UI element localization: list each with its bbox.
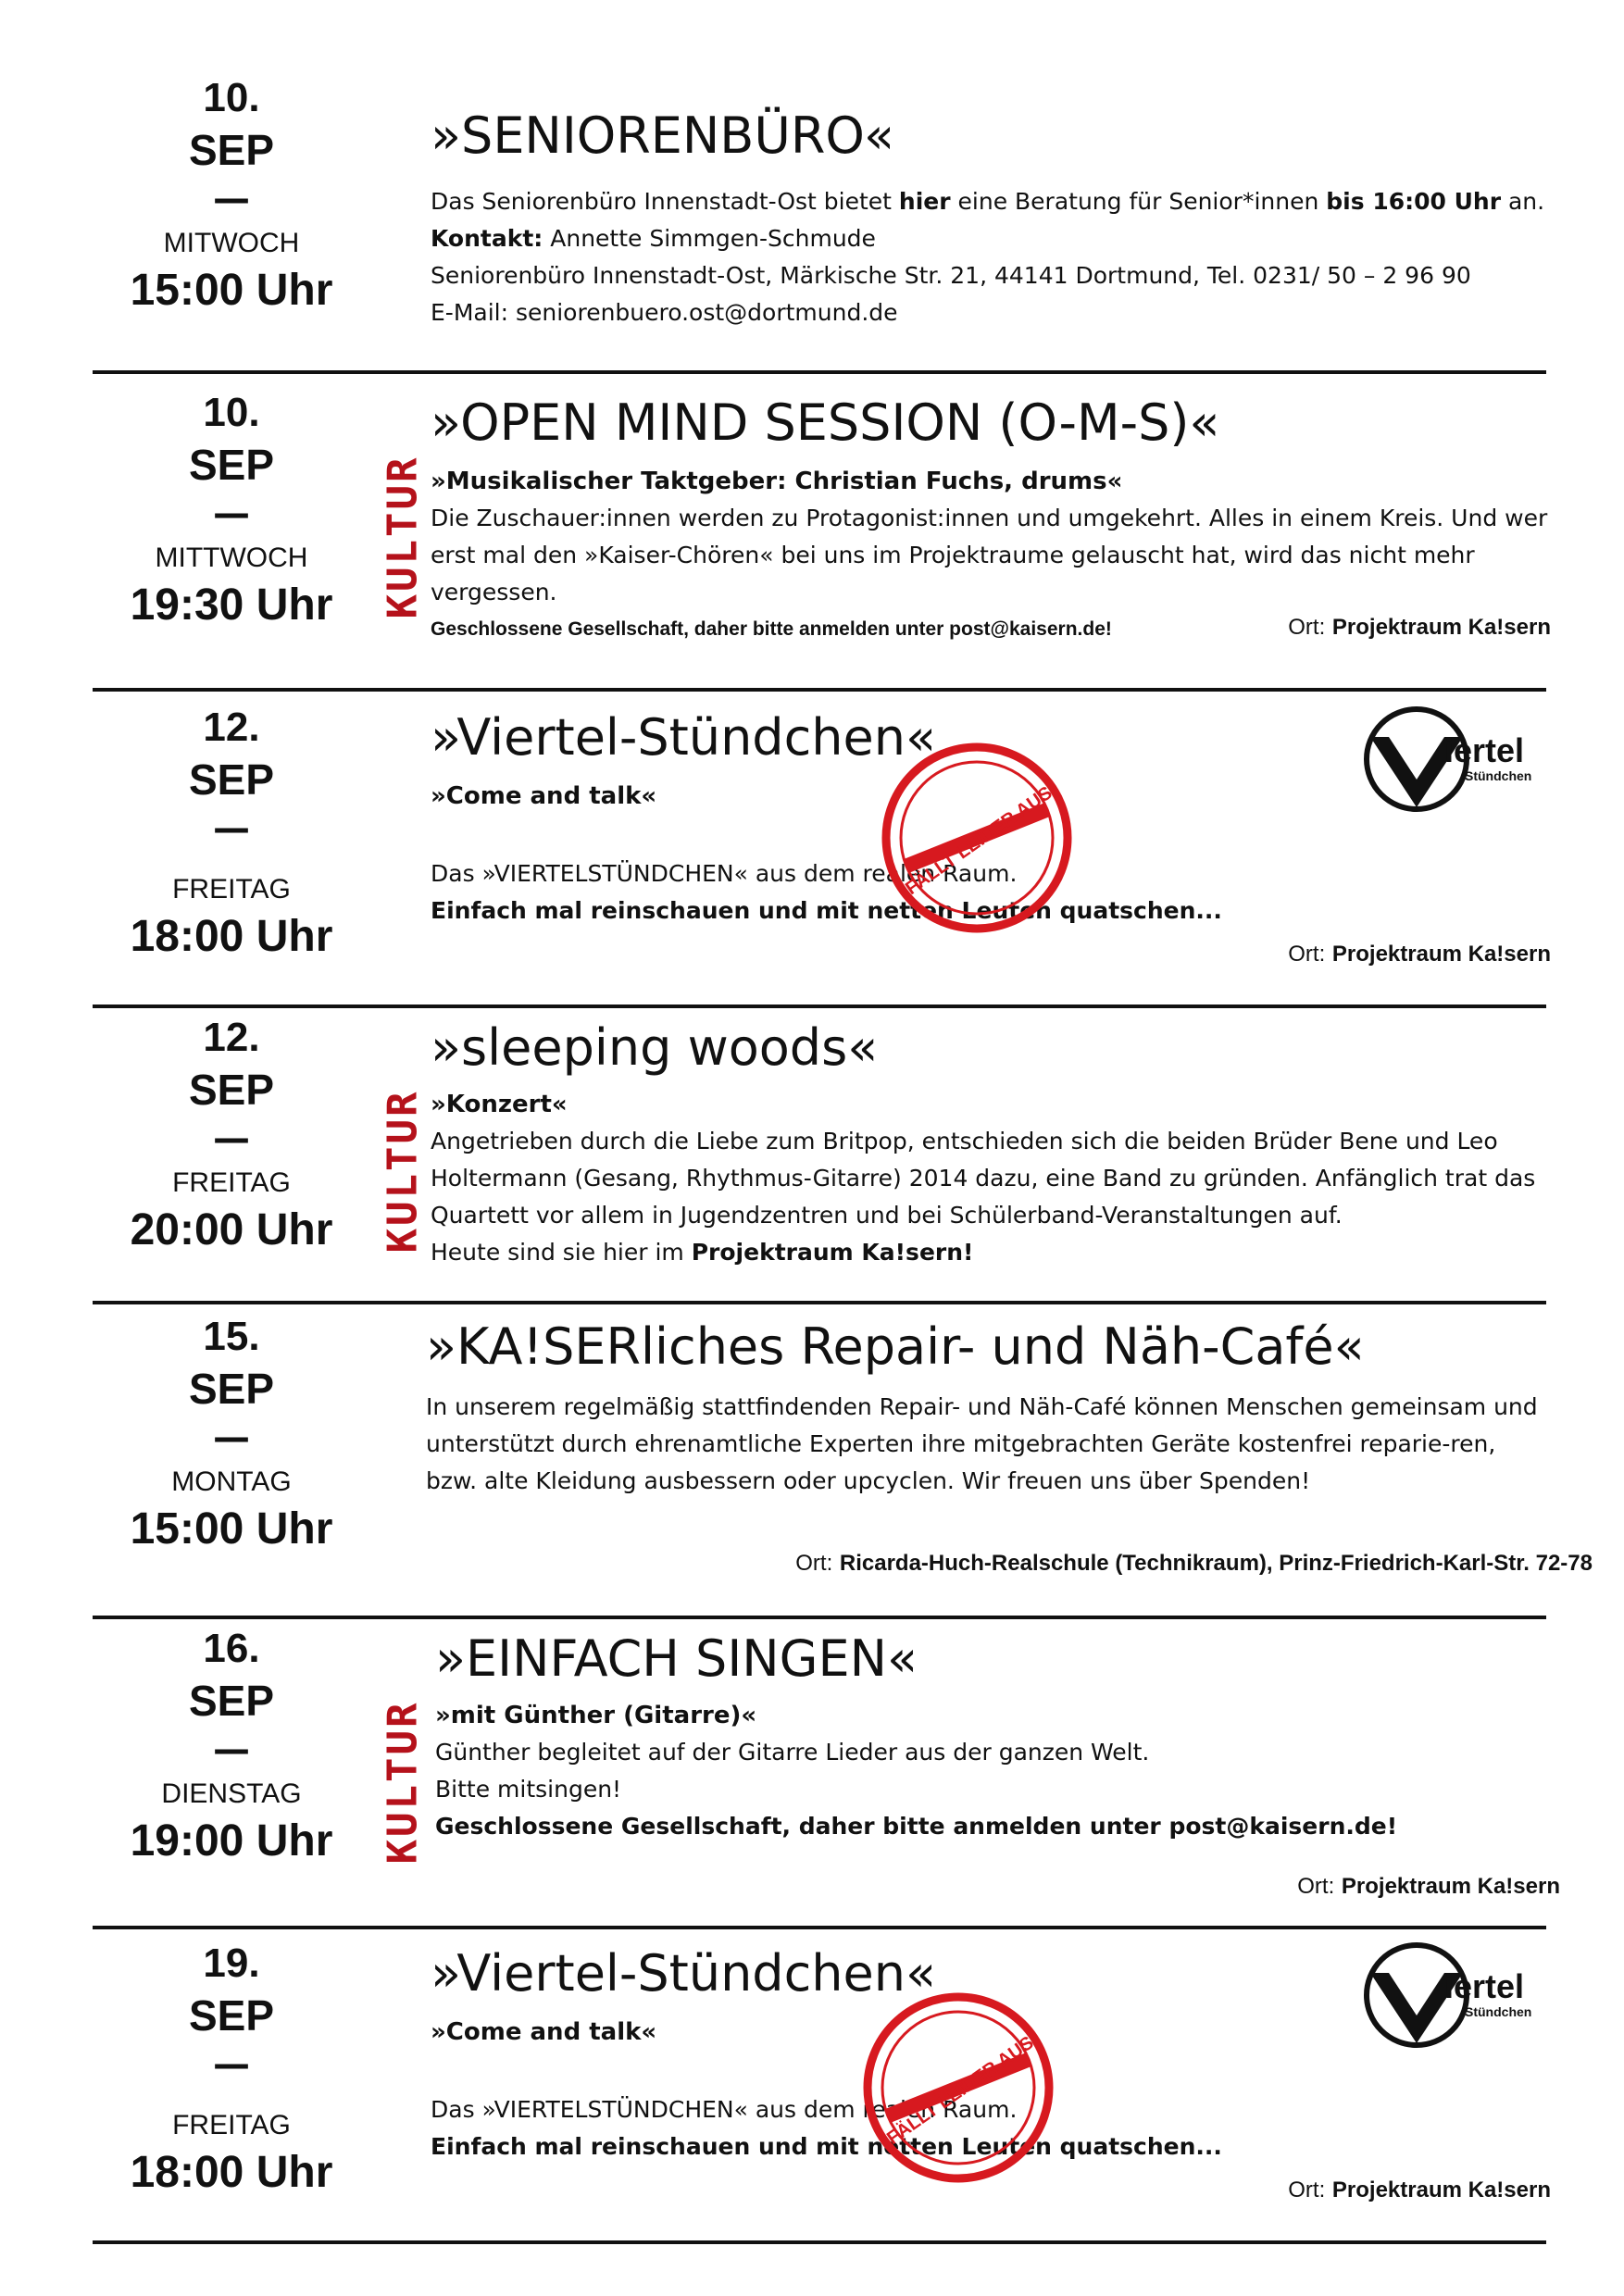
event-title: »KA!SERliches Repair- und Näh-Café« bbox=[426, 1317, 1365, 1376]
date-dash: — bbox=[213, 2043, 250, 2086]
location-label: Ort: bbox=[1288, 615, 1326, 640]
event-content bbox=[435, 1625, 1560, 1899]
event-description: In unserem regelmäßig stattfindenden Repair- und Näh-Café können Menschen gemeinsam und unterstützt durch ehrenamtliche Experten ihre mitgebrachten Geräte kostenfrei reparie-ren, bzw. alte Kleidung ausbessern oder upcyclen. Wir freuen uns über Spenden! bbox=[426, 1393, 1538, 1494]
location-label: Ort: bbox=[1288, 2177, 1326, 2202]
divider bbox=[93, 688, 1546, 692]
event-weekday: FREITAG bbox=[172, 874, 291, 905]
event-sleeping-woods bbox=[93, 1014, 1546, 1301]
divider bbox=[93, 1004, 1546, 1008]
event-seniorenbuero bbox=[93, 74, 1546, 370]
event-subtitle: »mit Günther (Gitarre)« bbox=[435, 1702, 757, 1729]
description-line: Das »VIERTELSTÜNDCHEN« aus dem realen Raum. bbox=[431, 860, 1018, 887]
description-line: Das »VIERTELSTÜNDCHEN« aus dem realen Raum. bbox=[431, 2096, 1018, 2123]
event-description bbox=[435, 1734, 1555, 1845]
cancelled-stamp bbox=[875, 736, 1079, 940]
kultur-tag-label: KULTUR bbox=[379, 455, 427, 619]
event-month: SEP bbox=[188, 1991, 275, 2040]
contact-email[interactable]: E-Mail: seniorenbuero.ost@dortmund.de bbox=[431, 299, 898, 326]
event-description: Angetrieben durch die Liebe zum Britpop, entschieden sich die beiden Brüder Bene und Leo Holtermann (Gesang, Rhythmus-Gitarre) 2014 dazu, eine Band zu gründen. Anfänglich trat das Quartett vor allem in Jugendzentren und bei Schülerband-Veranstaltungen auf. bbox=[431, 1128, 1536, 1229]
divider bbox=[93, 1616, 1546, 1619]
divider bbox=[93, 370, 1546, 374]
event-time: 20:00 Uhr bbox=[130, 1205, 333, 1254]
logo-text: iertel bbox=[1444, 1967, 1525, 2005]
text-bold: hier bbox=[898, 188, 951, 215]
event-content bbox=[431, 1014, 1551, 1271]
location-label: Ort: bbox=[795, 1551, 833, 1576]
event-month: SEP bbox=[188, 1365, 275, 1413]
location-value: Projektraum Ka!sern bbox=[1341, 1874, 1560, 1899]
event-title: »Viertel-Stündchen« bbox=[431, 708, 936, 767]
registration-note: Geschlossene Gesellschaft, daher bitte anmelden unter post@kaisern.de! bbox=[431, 618, 1112, 640]
description-line: Günther begleitet auf der Gitarre Lieder aus der ganzen Welt. bbox=[435, 1739, 1150, 1766]
kultur-tag bbox=[375, 1060, 431, 1282]
description-line-bold: Einfach mal reinschauen und mit netten Leuten quatschen... bbox=[431, 2133, 1222, 2160]
event-description bbox=[431, 183, 1551, 331]
event-month: SEP bbox=[188, 1066, 275, 1114]
event-subtitle: »Come and talk« bbox=[431, 782, 657, 810]
description-line: Bitte mitsingen! bbox=[435, 1776, 622, 1803]
event-date bbox=[93, 74, 370, 318]
event-viertel-stuendchen-2 bbox=[93, 1940, 1551, 2236]
stamp-text: FÄLLT LEIDER AUS bbox=[902, 782, 1056, 900]
logo-text: iertel bbox=[1444, 731, 1525, 769]
event-weekday: FREITAG bbox=[172, 1167, 291, 1198]
date-dash: — bbox=[213, 1117, 250, 1160]
text-part: Das Seniorenbüro Innenstadt-Ost bietet bbox=[431, 188, 899, 215]
location-value: Projektraum Ka!sern bbox=[1331, 2177, 1551, 2202]
kultur-tag bbox=[375, 426, 431, 648]
event-title: »SENIORENBÜRO« bbox=[431, 106, 894, 165]
event-time: 15:00 Uhr bbox=[130, 266, 333, 315]
event-title: »Viertel-Stündchen« bbox=[431, 1944, 936, 2003]
event-weekday: DIENSTAG bbox=[161, 1778, 302, 1809]
event-day: 12. bbox=[203, 1015, 260, 1060]
event-time: 18:00 Uhr bbox=[130, 912, 333, 961]
event-content bbox=[426, 1313, 1593, 1576]
date-dash: — bbox=[213, 1416, 250, 1459]
event-location bbox=[1288, 935, 1551, 973]
registration-note: Geschlossene Gesellschaft, daher bitte anmelden unter post@kaisern.de! bbox=[435, 1813, 1398, 1840]
cancelled-stamp bbox=[856, 1986, 1060, 2190]
event-location bbox=[1288, 608, 1551, 646]
description-line-bold: Einfach mal reinschauen und mit netten Leuten quatschen... bbox=[431, 897, 1222, 924]
kultur-tag bbox=[375, 1671, 431, 1893]
event-title: »OPEN MIND SESSION (O-M-S)« bbox=[431, 393, 1220, 452]
event-date bbox=[93, 389, 370, 633]
event-subtitle: »Musikalischer Taktgeber: Christian Fuchs, drums« bbox=[431, 468, 1123, 495]
text-bold: bis 16:00 Uhr bbox=[1326, 188, 1502, 215]
date-dash: — bbox=[213, 807, 250, 850]
event-time: 18:00 Uhr bbox=[130, 2148, 333, 2197]
text-part: an. bbox=[1501, 188, 1545, 215]
event-title: »sleeping woods« bbox=[431, 1018, 879, 1077]
location-value: Ricarda-Huch-Realschule (Technikraum), Prinz-Friedrich-Karl-Str. 72-78 bbox=[839, 1551, 1593, 1576]
event-date bbox=[93, 1313, 370, 1557]
event-content bbox=[431, 389, 1551, 646]
divider bbox=[93, 1926, 1546, 1929]
event-weekday: FREITAG bbox=[172, 2110, 291, 2140]
event-description-last bbox=[431, 1234, 1551, 1271]
event-day: 16. bbox=[203, 1626, 260, 1671]
event-weekday: MONTAG bbox=[171, 1466, 292, 1497]
location-label: Ort: bbox=[1297, 1874, 1335, 1899]
date-dash: — bbox=[213, 1728, 250, 1771]
event-time: 15:00 Uhr bbox=[130, 1504, 333, 1554]
logo-subtext: Stündchen bbox=[1465, 2004, 1532, 2019]
event-subtitle: »Come and talk« bbox=[431, 2018, 657, 2046]
event-day: 19. bbox=[203, 1940, 260, 1986]
text-part: eine Beratung für Senior*innen bbox=[950, 188, 1327, 215]
event-location bbox=[1288, 2171, 1551, 2209]
event-einfach-singen bbox=[93, 1625, 1560, 1921]
date-dash: — bbox=[213, 493, 250, 535]
event-weekday: MITTWOCH bbox=[155, 543, 308, 573]
event-date bbox=[93, 1625, 370, 1869]
event-day: 10. bbox=[203, 75, 260, 120]
event-repair-cafe bbox=[93, 1313, 1593, 1609]
event-weekday: MITWOCH bbox=[163, 228, 300, 258]
kultur-tag-label: KULTUR bbox=[379, 1089, 427, 1254]
event-subtitle: »Konzert« bbox=[431, 1091, 568, 1118]
location-value: Projektraum Ka!sern bbox=[1331, 615, 1551, 640]
viertel-stuendchen-logo bbox=[1361, 704, 1555, 815]
contact-label: Kontakt: bbox=[431, 225, 543, 252]
event-time: 19:00 Uhr bbox=[130, 1816, 333, 1866]
kultur-tag-label: KULTUR bbox=[379, 1700, 427, 1865]
divider bbox=[93, 2240, 1546, 2244]
event-month: SEP bbox=[188, 126, 275, 174]
text-bold: Projektraum Ka!sern! bbox=[691, 1239, 974, 1266]
event-month: SEP bbox=[188, 755, 275, 804]
event-day: 12. bbox=[203, 705, 260, 750]
event-day: 15. bbox=[203, 1314, 260, 1359]
event-title: »EINFACH SINGEN« bbox=[435, 1629, 918, 1688]
location-label: Ort: bbox=[1288, 942, 1326, 967]
event-month: SEP bbox=[188, 1677, 275, 1725]
viertel-stuendchen-logo bbox=[1361, 1940, 1555, 2051]
event-date bbox=[93, 704, 370, 965]
contact-name: Annette Simmgen-Schmude bbox=[543, 225, 876, 252]
event-viertel-stuendchen-1 bbox=[93, 704, 1551, 1000]
logo-subtext: Stündchen bbox=[1465, 768, 1532, 783]
event-description: Die Zuschauer:innen werden zu Protagonist:innen und umgekehrt. Alles in einem Kreis. Und wer erst mal den »Kaiser-Chören« bei uns im Projektraume gelauscht hat, wird das nicht mehr vergessen. bbox=[431, 505, 1548, 605]
contact-address: Seniorenbüro Innenstadt-Ost, Märkische Str. 21, 44141 Dortmund, Tel. 0231/ 50 – 2 96 90 bbox=[431, 262, 1471, 289]
event-date bbox=[93, 1014, 370, 1258]
event-content bbox=[431, 102, 1551, 331]
event-month: SEP bbox=[188, 441, 275, 489]
event-location bbox=[1297, 1867, 1560, 1905]
date-dash: — bbox=[213, 178, 250, 220]
event-time: 19:30 Uhr bbox=[130, 580, 333, 630]
event-day: 10. bbox=[203, 390, 260, 435]
divider bbox=[93, 1301, 1546, 1304]
stamp-text: FÄLLT LEIDER AUS bbox=[883, 2032, 1038, 2150]
event-date bbox=[93, 1940, 370, 2201]
event-open-mind-session bbox=[93, 389, 1551, 685]
event-location bbox=[795, 1544, 1593, 1582]
text-part: Heute sind sie hier im bbox=[431, 1239, 692, 1266]
location-value: Projektraum Ka!sern bbox=[1331, 942, 1551, 967]
